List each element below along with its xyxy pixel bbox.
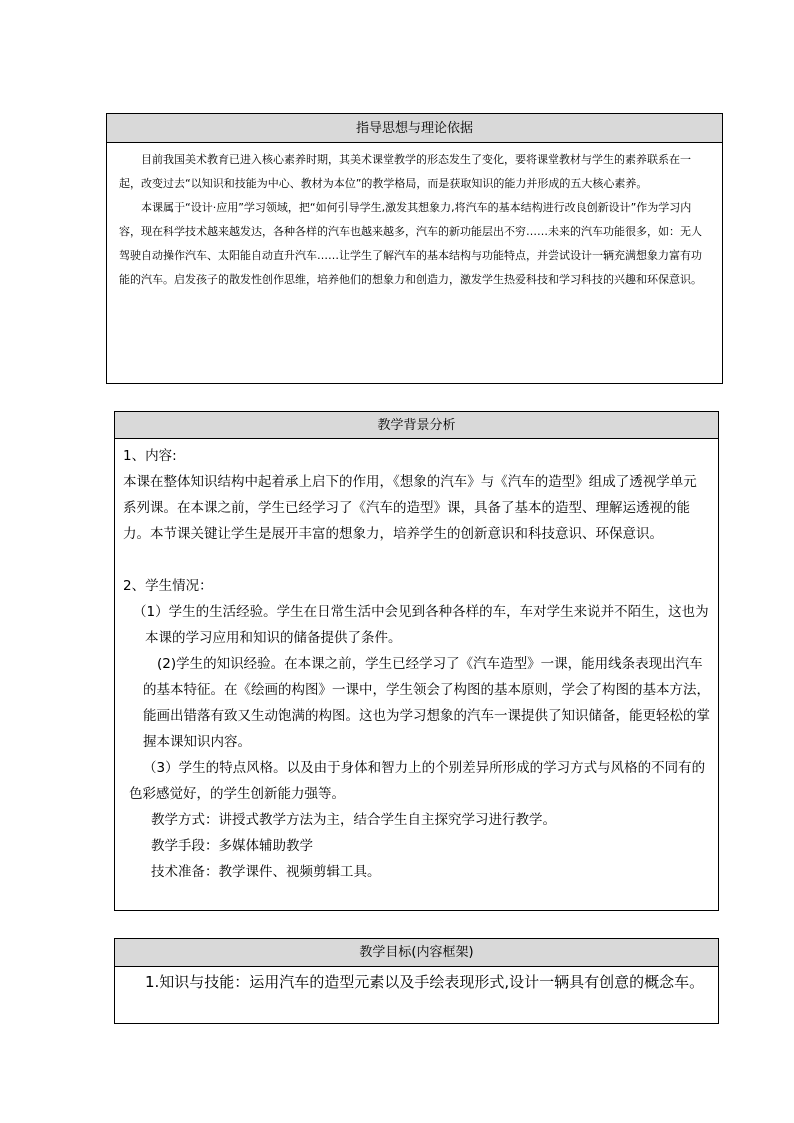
goal-knowledge-skills: 1.知识与技能：运用汽车的造型元素以及手绘表现形式,设计一辆具有创意的概念车。 bbox=[145, 973, 705, 991]
teaching-method: 教学方式：讲授式教学方法为主，结合学生自主探究学习进行教学。 bbox=[151, 812, 556, 828]
content-heading: 1、内容: bbox=[123, 448, 177, 464]
content-text: 本课在整体知识结构中起着承上启下的作用，《想象的汽车》与《汽车的造型》组成了透视学单元系列课。在本课之前，学生已经学习了《汽车的造型》课，具备了基本的造型、理解运透视的能力。本节课关键让学生是展开丰富的想象力，培养学生的创新意识和科技意识、环保意识。 bbox=[123, 474, 697, 542]
paragraph: 本课属于“设计·应用”学习领域，把“如何引导学生,激发其想象力,将汽车的基本结构进行改良创新设计”作为学习内容，现在科学技术越来越发达，各种各样的汽车也越来越多，汽车的新功能层出不穷……未来的汽车功能很多，如：无人驾驶自动操作汽车、太阳能自动直升汽车……让学生了解汽车的基本结构与功能特点，并尝试设计一辆充满想象力富有功能的汽车。启发孩子的散发性创作思维，培养他们的想象力和创造力，激发学生热爱科技和学习科技的兴趣和环保意识。 bbox=[119, 201, 702, 286]
student-heading: 2、学生情况： bbox=[123, 578, 213, 594]
section-body bbox=[115, 967, 718, 993]
section-body bbox=[107, 143, 722, 292]
teaching-means: 教学手段：多媒体辅助教学 bbox=[151, 838, 313, 854]
guiding-ideas-section bbox=[106, 113, 723, 384]
section-title: 教学目标(内容框架) bbox=[115, 939, 718, 967]
background-analysis-section bbox=[114, 411, 719, 911]
student-item-1: （1）学生的生活经验。学生在日常生活中会见到各种各样的车，车对学生来说并不陌生，这也为本课的学习应用和知识的储备提供了条件。 bbox=[133, 604, 709, 646]
section-title: 指导思想与理论依据 bbox=[107, 114, 722, 143]
section-body bbox=[115, 439, 718, 885]
spacer bbox=[123, 547, 710, 573]
student-item-2: (2)学生的知识经验。在本课之前，学生已经学习了《汽车造型》一课，能用线条表现出汽车的基本特征。在《绘画的构图》一课中，学生领会了构图的基本原则，学会了构图的基本方法，能画出错落有致又生动饱满的构图。这也为学习想象的汽车一课提供了知识储备，能更轻松的掌握本课知识内容。 bbox=[143, 656, 710, 750]
section-title: 教学背景分析 bbox=[115, 412, 718, 439]
teaching-goals-section bbox=[114, 938, 719, 1024]
student-item-3: （3）学生的特点风格。以及由于身体和智力上的个别差异所形成的学习方式与风格的不同有的色彩感觉好，的学生创新能力强等。 bbox=[129, 760, 706, 802]
paragraph: 目前我国美术教育已进入核心素养时期，其美术课堂教学的形态发生了变化，要将课堂教材与学生的素养联系在一起，改变过去“以知识和技能为中心、教材为本位”的教学格局，而是获取知识的能力并形成的五大核心素养。 bbox=[119, 153, 691, 190]
technical-prep: 技术准备：教学课件、视频剪辑工具。 bbox=[151, 864, 381, 880]
